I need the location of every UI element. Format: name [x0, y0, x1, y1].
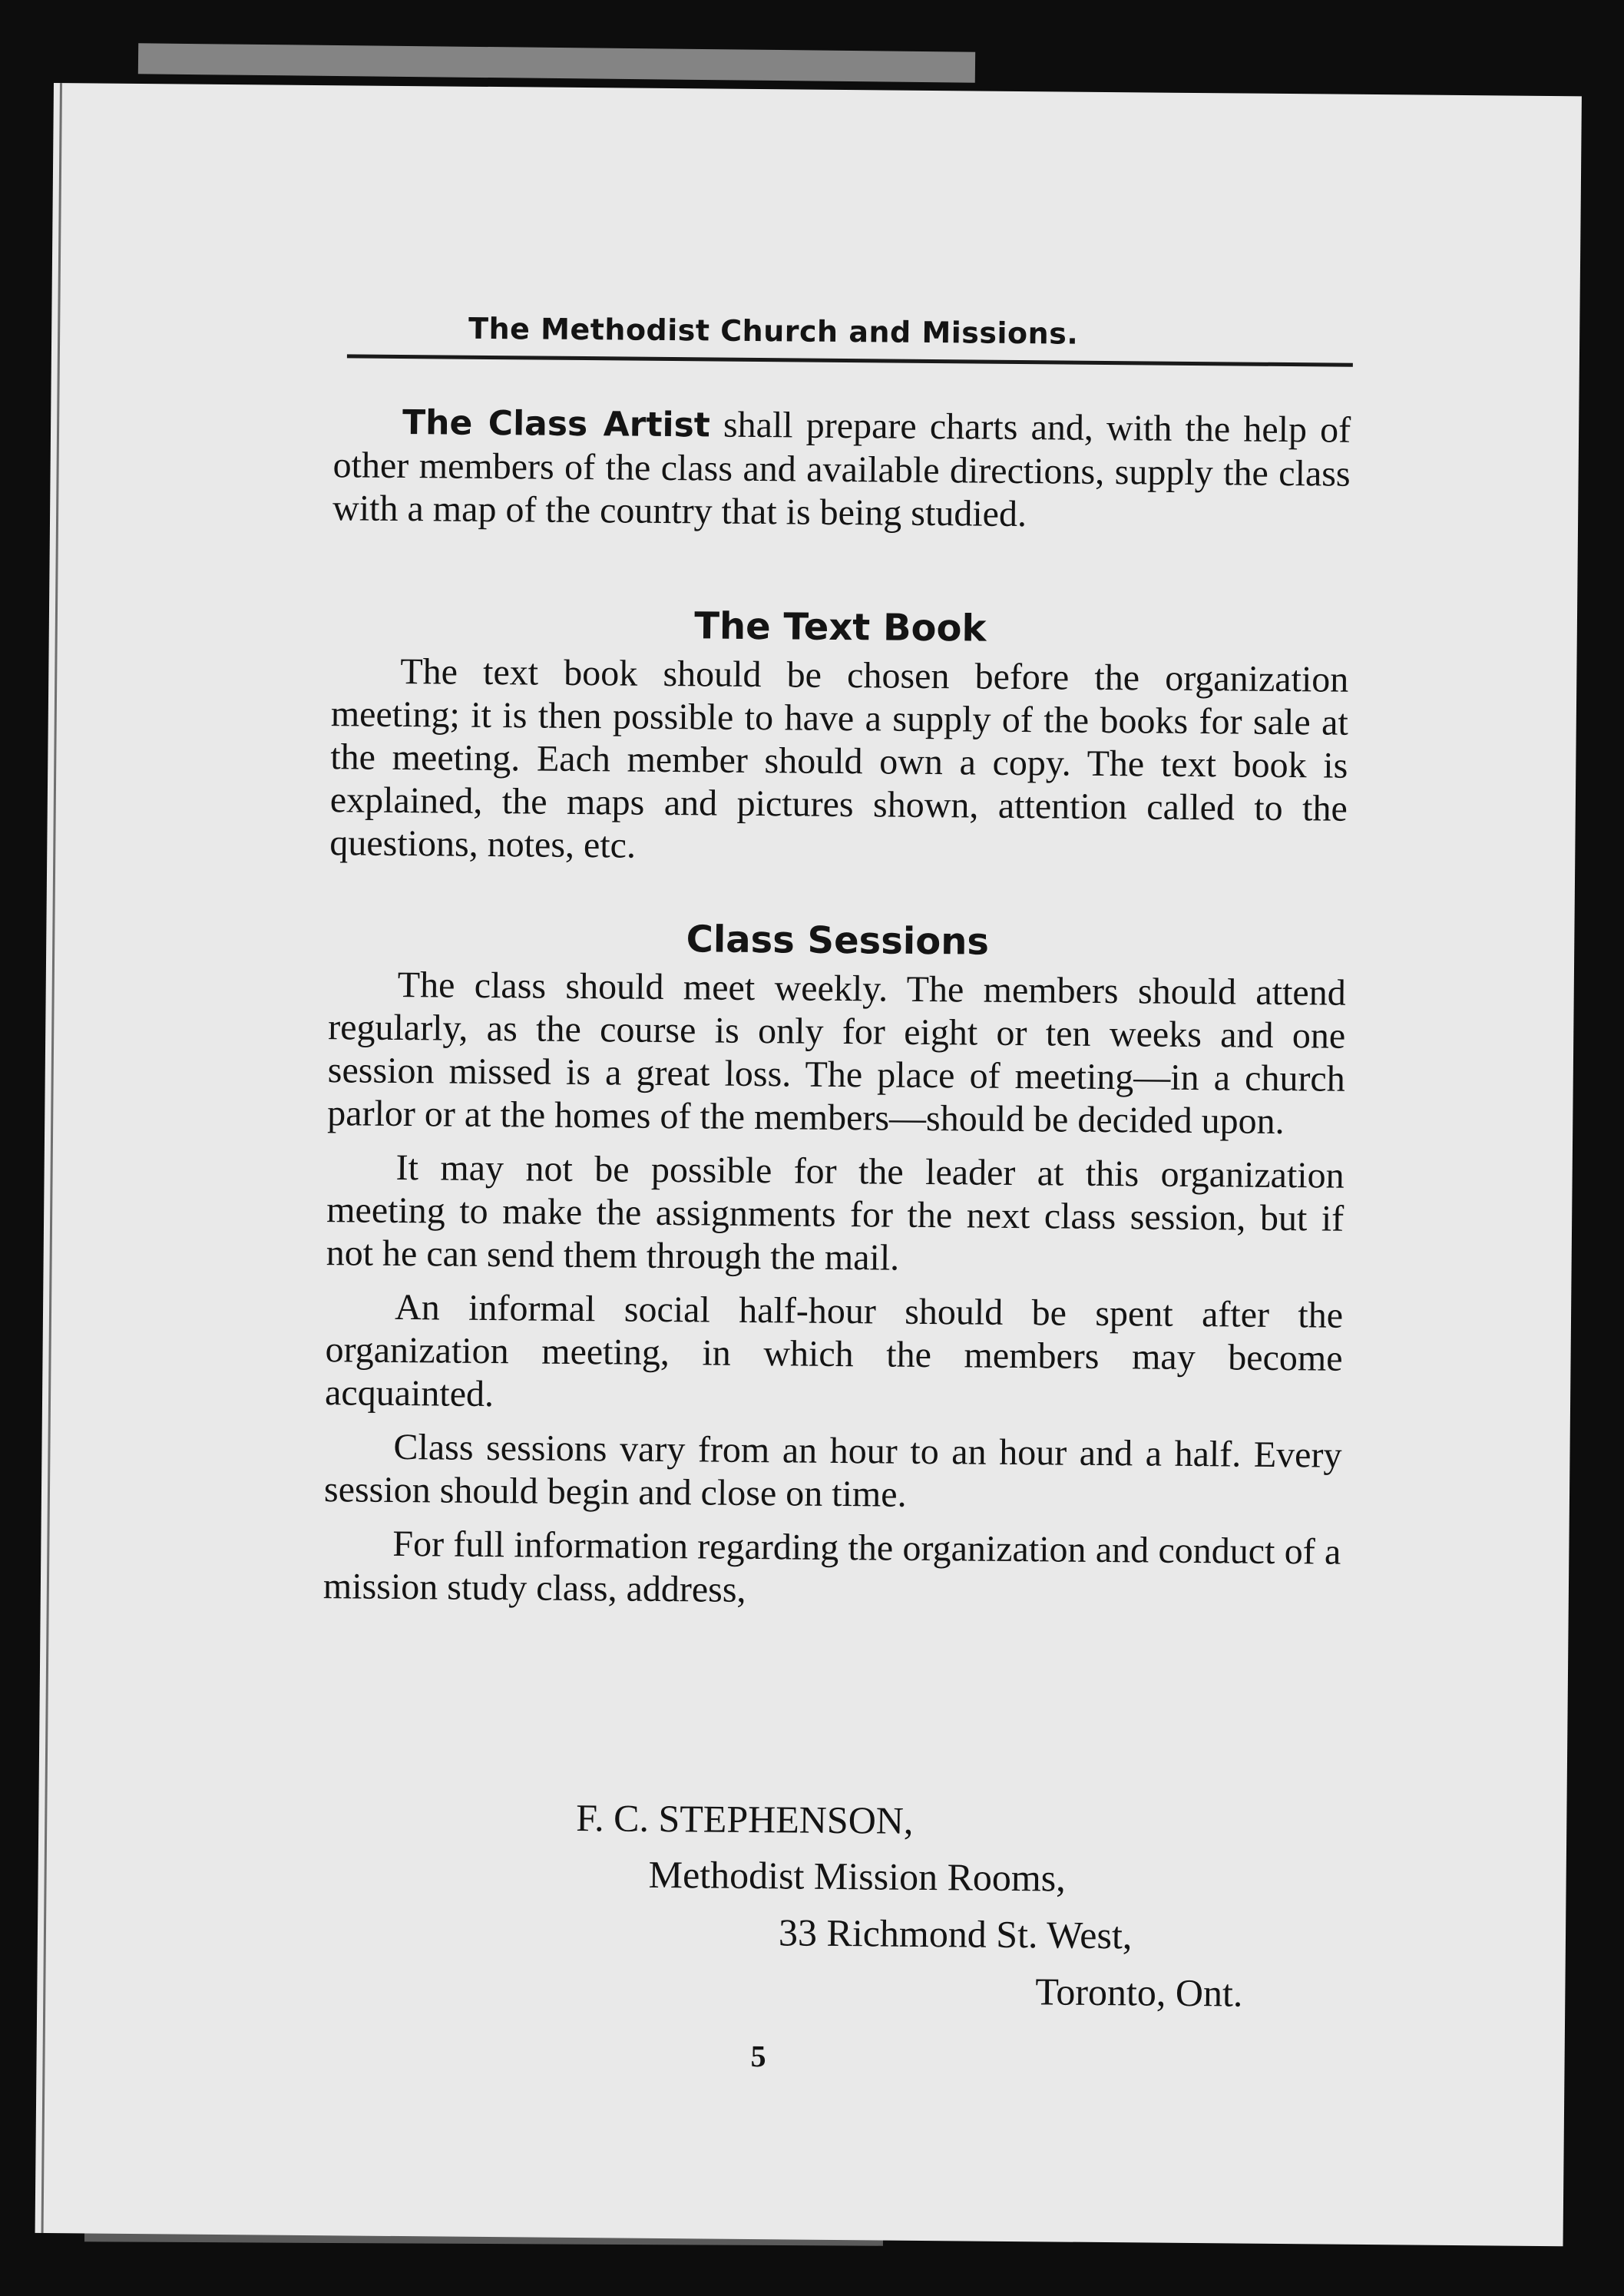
- scan-edge-top: [138, 43, 975, 82]
- book-page: [35, 83, 1582, 2246]
- class-sessions-heading: Class Sessions: [686, 918, 990, 964]
- header-rule: [347, 354, 1353, 366]
- class-artist-paragraph: [332, 400, 1351, 539]
- sessions-paragraph: It may not be possible for the leader at this organization meeting to make the assignments for the next class session, but if not he can send them through the mail.: [326, 1146, 1345, 1279]
- class-artist-lead: The Class Artist: [402, 402, 711, 445]
- signature-line-2: 33 Richmond St. West,: [778, 1911, 1133, 1957]
- text-book-text: The text book should be chosen before the organization meeting; it is then possible to have a supply of the books for sale at the meeting. Each member should own a copy. The text book is explained, the maps and pictures shown, attention called to the questions, notes, etc.: [329, 650, 1349, 866]
- page-number: 5: [750, 2039, 766, 2074]
- class-sessions-body: [323, 963, 1346, 1617]
- binding-edge: [41, 83, 62, 2233]
- signature-name: F. C. STEPHENSON,: [576, 1796, 914, 1842]
- signature-line-1: Methodist Mission Rooms,: [648, 1852, 1067, 1900]
- text-book-paragraph: [329, 650, 1348, 874]
- running-head: The Methodist Church and Missions.: [468, 311, 1079, 351]
- sessions-paragraph: For full information regarding the organization and conduct of a mission study class, address,: [322, 1523, 1341, 1610]
- sessions-paragraph: An informal social half-hour should be spent after the organization meeting, in which the members may become acquainted.: [324, 1286, 1344, 1415]
- sessions-paragraph: The class should meet weekly. The members should attend regularly, as the course is only for eight or ten weeks and one session missed is a great loss. The place of meeting—in a church parlor or at the homes of the members—should be decided upon.: [327, 964, 1346, 1143]
- sessions-paragraph: Class sessions vary from an hour to an hour and a half. Every session should begin and close on time.: [323, 1426, 1342, 1515]
- text-book-heading: The Text Book: [694, 604, 987, 650]
- class-artist-text: shall prepare charts and, with the help of other members of the class and available directions, supply the class with a map of the country that is being studied.: [332, 404, 1351, 535]
- signature-line-3: Toronto, Ont.: [1035, 1970, 1243, 2015]
